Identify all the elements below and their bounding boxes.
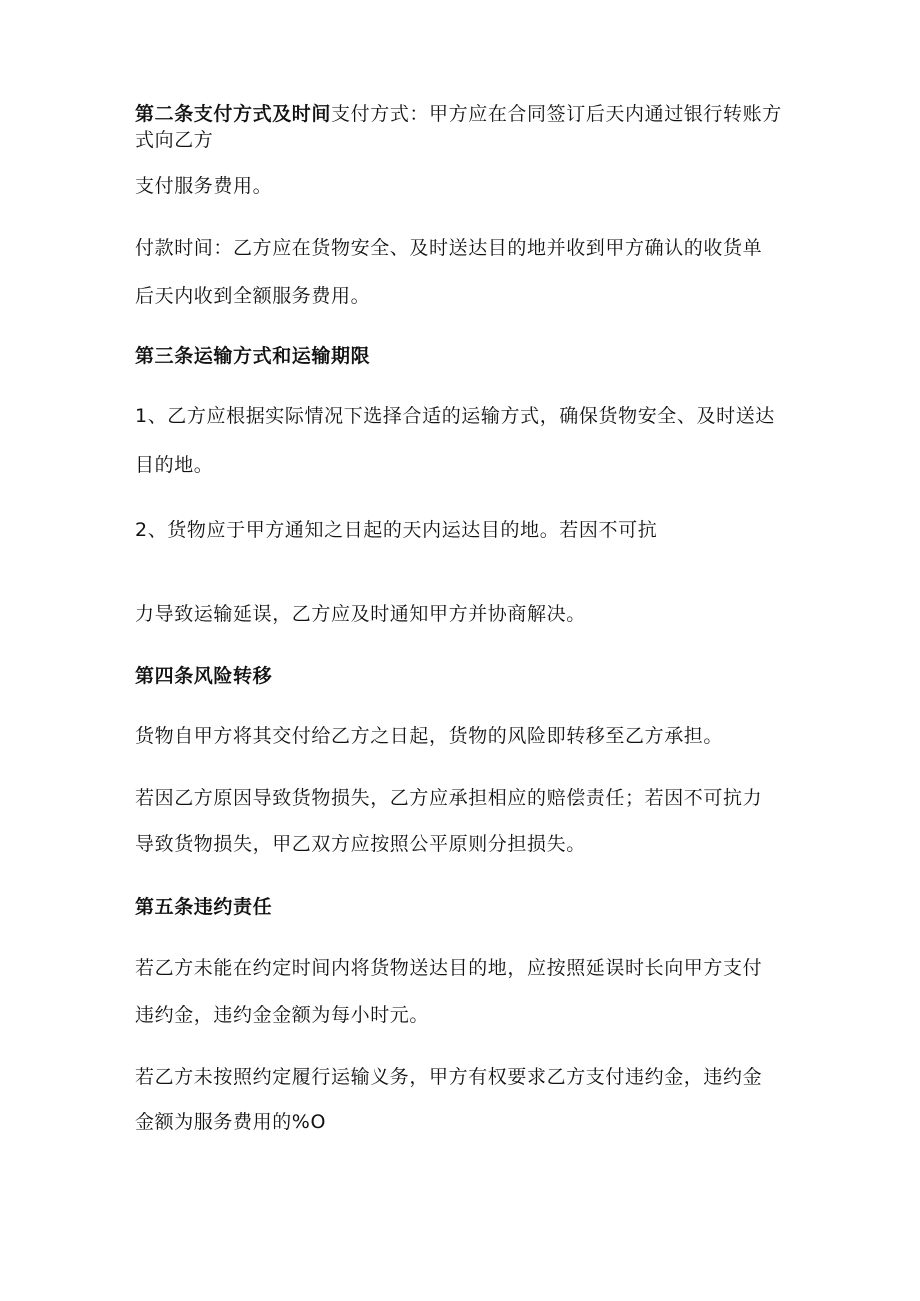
- article5-para2-line2: 金额为服务费用的%O: [135, 1111, 327, 1133]
- article4-heading: 第四条风险转移: [135, 665, 273, 687]
- payment-time-line1: 付款时间：乙方应在货物安全、及时送达目的地并收到甲方确认的收货单: [135, 237, 763, 259]
- article2-heading-paragraph: [135, 101, 795, 153]
- article3-heading: 第三条运输方式和运输期限: [135, 345, 371, 367]
- article5-heading: 第五条违约责任: [135, 896, 273, 918]
- article3-item2-line1: 2、货物应于甲方通知之日起的天内运达目的地。若因不可抗: [135, 519, 658, 541]
- article2-heading: 第二条支付方式及时间: [135, 103, 332, 125]
- article4-para2-line2: 导致货物损失，甲乙双方应按照公平原则分担损失。: [135, 833, 586, 855]
- payment-method-continuation: 支付服务费用。: [135, 175, 273, 197]
- article4-para2-line1: 若因乙方原因导致货物损失，乙方应承担相应的赔偿责任；若因不可抗力: [135, 787, 763, 809]
- article5-para2-line1: 若乙方未按照约定履行运输义务，甲方有权要求乙方支付违约金，违约金: [135, 1066, 763, 1088]
- article3-item1-line2: 目的地。: [135, 454, 214, 476]
- article3-item2-line2: 力导致运输延误，乙方应及时通知甲方并协商解决。: [135, 603, 586, 625]
- article3-item1-line1: 1、乙方应根据实际情况下选择合适的运输方式，确保货物安全、及时送达: [135, 405, 775, 427]
- article4-para1: 货物自甲方将其交付给乙方之日起，货物的风险即转移至乙方承担。: [135, 725, 724, 747]
- payment-method-text: 支付方式：甲方应在合同签订后天内通过银行转账方式向乙方: [135, 103, 782, 151]
- article5-para1-line1: 若乙方未能在约定时间内将货物送达目的地，应按照延误时长向甲方支付: [135, 957, 763, 979]
- article5-para1-line2: 违约金，违约金金额为每小时元。: [135, 1004, 430, 1026]
- payment-time-line2: 后天内收到全额服务费用。: [135, 285, 371, 307]
